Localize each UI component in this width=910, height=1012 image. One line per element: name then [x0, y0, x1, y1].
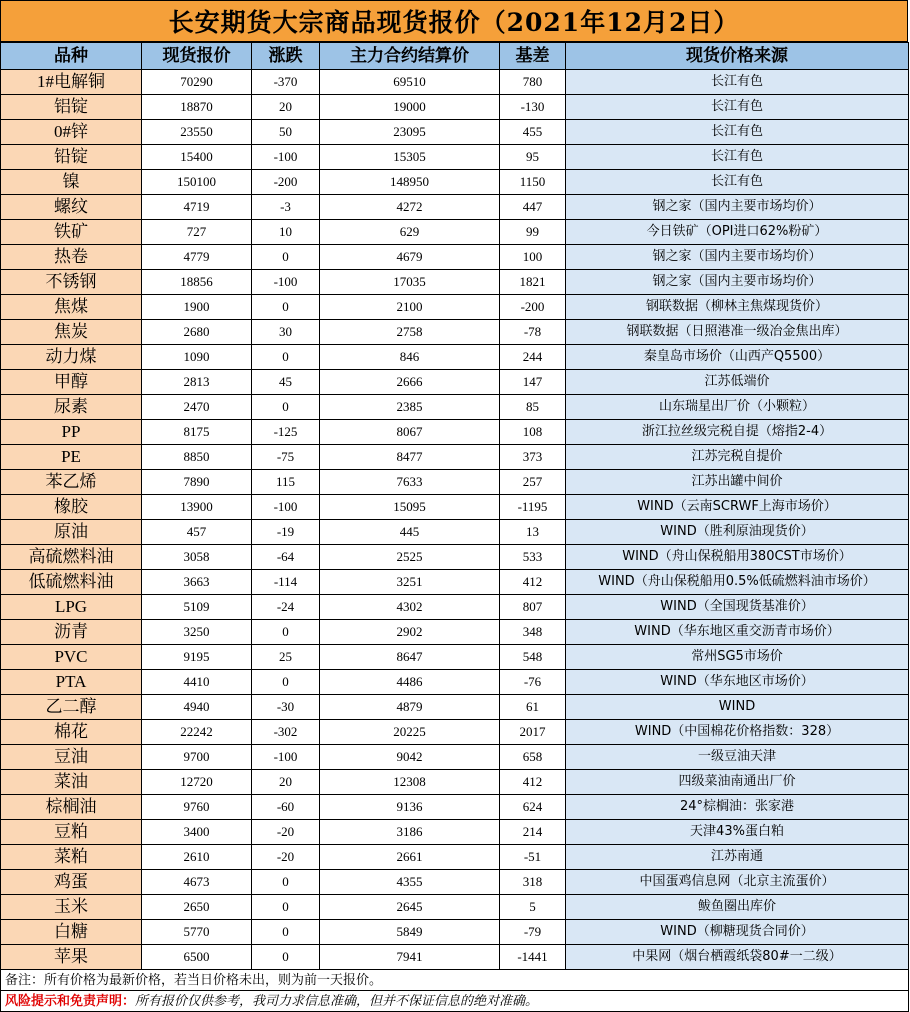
table-row [1, 220, 909, 245]
cell-settle: 15305 [320, 145, 500, 170]
cell-change: 0 [252, 395, 320, 420]
cell-settle: 17035 [320, 270, 500, 295]
cell-settle: 4355 [320, 870, 500, 895]
cell-change: 0 [252, 245, 320, 270]
cell-spot: 3663 [142, 570, 252, 595]
cell-change: -200 [252, 170, 320, 195]
cell-source: 江苏完税自提价 [566, 445, 909, 470]
cell-name: 不锈钢 [1, 270, 142, 295]
cell-spot: 3400 [142, 820, 252, 845]
cell-name: 0#锌 [1, 120, 142, 145]
cell-settle: 2100 [320, 295, 500, 320]
cell-spot: 5770 [142, 920, 252, 945]
cell-name: 苯乙烯 [1, 470, 142, 495]
cell-settle: 2525 [320, 545, 500, 570]
cell-source: 中果网（烟台栖霞纸袋80#一二级） [566, 945, 909, 970]
cell-basis: 108 [500, 420, 566, 445]
cell-source: 长江有色 [566, 70, 909, 95]
table-row [1, 645, 909, 670]
cell-spot: 9195 [142, 645, 252, 670]
cell-source: 24°棕榈油：张家港 [566, 795, 909, 820]
cell-spot: 2610 [142, 845, 252, 870]
cell-source: 钢联数据（日照港准一级冶金焦出库） [566, 320, 909, 345]
cell-spot: 18856 [142, 270, 252, 295]
table-row [1, 620, 909, 645]
table-row [1, 795, 909, 820]
cell-source: 常州SG5市场价 [566, 645, 909, 670]
table-row [1, 595, 909, 620]
cell-source: 钢之家（国内主要市场均价） [566, 195, 909, 220]
cell-spot: 4779 [142, 245, 252, 270]
cell-change: 0 [252, 345, 320, 370]
cell-settle: 8477 [320, 445, 500, 470]
cell-change: -302 [252, 720, 320, 745]
cell-name: 高硫燃料油 [1, 545, 142, 570]
cell-basis: -1195 [500, 495, 566, 520]
cell-settle: 3251 [320, 570, 500, 595]
cell-spot: 2680 [142, 320, 252, 345]
cell-name: PTA [1, 670, 142, 695]
cell-name: 1#电解铜 [1, 70, 142, 95]
cell-change: -20 [252, 845, 320, 870]
cell-source: 钢之家（国内主要市场均价） [566, 270, 909, 295]
table-row [1, 570, 909, 595]
cell-source: WIND（胜利原油现货价） [566, 520, 909, 545]
table-row [1, 395, 909, 420]
cell-name: 鸡蛋 [1, 870, 142, 895]
cell-basis: 214 [500, 820, 566, 845]
cell-source: 长江有色 [566, 145, 909, 170]
cell-spot: 12720 [142, 770, 252, 795]
cell-spot: 5109 [142, 595, 252, 620]
cell-name: 棕榈油 [1, 795, 142, 820]
table-row [1, 245, 909, 270]
cell-basis: 658 [500, 745, 566, 770]
cell-settle: 2902 [320, 620, 500, 645]
cell-basis: 548 [500, 645, 566, 670]
cell-basis: 624 [500, 795, 566, 820]
table-row [1, 920, 909, 945]
cell-settle: 3186 [320, 820, 500, 845]
cell-name: 甲醇 [1, 370, 142, 395]
table-row [1, 145, 909, 170]
cell-change: -19 [252, 520, 320, 545]
cell-name: 菜油 [1, 770, 142, 795]
cell-change: 0 [252, 620, 320, 645]
cell-name: 苹果 [1, 945, 142, 970]
cell-settle: 4272 [320, 195, 500, 220]
cell-settle: 9042 [320, 745, 500, 770]
sheet-title: 长安期货大宗商品现货报价（2021年12月2日） [0, 0, 908, 42]
price-table [0, 42, 909, 1012]
table-row [1, 820, 909, 845]
cell-name: 棉花 [1, 720, 142, 745]
cell-settle: 15095 [320, 495, 500, 520]
table-row [1, 720, 909, 745]
cell-settle: 4486 [320, 670, 500, 695]
cell-name: 豆油 [1, 745, 142, 770]
cell-source: WIND（云南SCRWF上海市场价） [566, 495, 909, 520]
cell-change: -64 [252, 545, 320, 570]
table-row [1, 745, 909, 770]
cell-basis: 447 [500, 195, 566, 220]
table-body [1, 70, 909, 970]
cell-basis: -130 [500, 95, 566, 120]
cell-name: 铁矿 [1, 220, 142, 245]
cell-source: WIND（柳糖现货合同价） [566, 920, 909, 945]
cell-name: 白糖 [1, 920, 142, 945]
cell-source: WIND（华东地区重交沥青市场价） [566, 620, 909, 645]
table-row [1, 170, 909, 195]
cell-change: -24 [252, 595, 320, 620]
cell-spot: 22242 [142, 720, 252, 745]
cell-basis: 533 [500, 545, 566, 570]
cell-basis: 318 [500, 870, 566, 895]
risk-text: 所有报价仅供参考，我司力求信息准确，但并不保证信息的绝对准确。 [135, 993, 539, 1008]
cell-settle: 69510 [320, 70, 500, 95]
cell-source: 长江有色 [566, 120, 909, 145]
cell-spot: 7890 [142, 470, 252, 495]
cell-settle: 4679 [320, 245, 500, 270]
cell-change: -100 [252, 145, 320, 170]
cell-source: WIND（全国现货基准价） [566, 595, 909, 620]
table-row [1, 120, 909, 145]
cell-settle: 629 [320, 220, 500, 245]
cell-source: WIND（华东地区市场价） [566, 670, 909, 695]
cell-change: 0 [252, 670, 320, 695]
cell-name: 豆粕 [1, 820, 142, 845]
header-row [1, 43, 909, 70]
cell-basis: 373 [500, 445, 566, 470]
cell-name: 螺纹 [1, 195, 142, 220]
cell-source: WIND [566, 695, 909, 720]
cell-settle: 19000 [320, 95, 500, 120]
table-row [1, 195, 909, 220]
cell-change: 20 [252, 770, 320, 795]
cell-settle: 8647 [320, 645, 500, 670]
cell-change: 25 [252, 645, 320, 670]
cell-change: 0 [252, 945, 320, 970]
cell-settle: 445 [320, 520, 500, 545]
cell-settle: 2645 [320, 895, 500, 920]
cell-basis: 95 [500, 145, 566, 170]
cell-settle: 23095 [320, 120, 500, 145]
cell-spot: 150100 [142, 170, 252, 195]
cell-basis: 147 [500, 370, 566, 395]
note-row [1, 970, 909, 991]
cell-spot: 727 [142, 220, 252, 245]
cell-change: 50 [252, 120, 320, 145]
cell-basis: -78 [500, 320, 566, 345]
cell-basis: 348 [500, 620, 566, 645]
table-row [1, 295, 909, 320]
cell-basis: 1150 [500, 170, 566, 195]
cell-change: 0 [252, 920, 320, 945]
cell-spot: 2813 [142, 370, 252, 395]
cell-name: 热卷 [1, 245, 142, 270]
header-spot: 现货报价 [142, 43, 252, 70]
cell-name: 铅锭 [1, 145, 142, 170]
cell-spot: 457 [142, 520, 252, 545]
cell-spot: 3250 [142, 620, 252, 645]
cell-basis: 100 [500, 245, 566, 270]
cell-name: 尿素 [1, 395, 142, 420]
cell-name: 玉米 [1, 895, 142, 920]
cell-source: WIND（舟山保税船用380CST市场价） [566, 545, 909, 570]
cell-name: PE [1, 445, 142, 470]
cell-change: -100 [252, 270, 320, 295]
cell-spot: 18870 [142, 95, 252, 120]
cell-basis: 412 [500, 570, 566, 595]
cell-spot: 9760 [142, 795, 252, 820]
cell-spot: 4940 [142, 695, 252, 720]
cell-spot: 1090 [142, 345, 252, 370]
cell-basis: 85 [500, 395, 566, 420]
cell-change: -100 [252, 745, 320, 770]
cell-change: 20 [252, 95, 320, 120]
table-row [1, 770, 909, 795]
cell-name: 乙二醇 [1, 695, 142, 720]
table-row [1, 520, 909, 545]
cell-source: WIND（舟山保税船用0.5%低硫燃料油市场价） [566, 570, 909, 595]
header-basis: 基差 [500, 43, 566, 70]
cell-settle: 5849 [320, 920, 500, 945]
cell-spot: 4410 [142, 670, 252, 695]
cell-spot: 4673 [142, 870, 252, 895]
cell-settle: 9136 [320, 795, 500, 820]
cell-settle: 8067 [320, 420, 500, 445]
cell-spot: 15400 [142, 145, 252, 170]
cell-settle: 2661 [320, 845, 500, 870]
cell-settle: 7941 [320, 945, 500, 970]
cell-name: 菜粕 [1, 845, 142, 870]
table-row [1, 470, 909, 495]
table-row [1, 895, 909, 920]
cell-name: 沥青 [1, 620, 142, 645]
header-name: 品种 [1, 43, 142, 70]
cell-name: 镍 [1, 170, 142, 195]
cell-change: 10 [252, 220, 320, 245]
cell-source: WIND（中国棉花价格指数：328） [566, 720, 909, 745]
cell-source: 钢之家（国内主要市场均价） [566, 245, 909, 270]
cell-change: -114 [252, 570, 320, 595]
cell-change: -60 [252, 795, 320, 820]
cell-settle: 2758 [320, 320, 500, 345]
cell-basis: 2017 [500, 720, 566, 745]
risk-cell [1, 991, 909, 1012]
cell-settle: 4302 [320, 595, 500, 620]
cell-name: 焦炭 [1, 320, 142, 345]
note-text: 备注：所有价格为最新价格，若当日价格未出，则为前一天报价。 [1, 970, 909, 991]
cell-change: -370 [252, 70, 320, 95]
table-row [1, 495, 909, 520]
cell-spot: 8175 [142, 420, 252, 445]
table-row [1, 345, 909, 370]
table-row [1, 320, 909, 345]
cell-spot: 8850 [142, 445, 252, 470]
table-row [1, 545, 909, 570]
cell-source: 钢联数据（柳林主焦煤现货价） [566, 295, 909, 320]
cell-name: 橡胶 [1, 495, 142, 520]
cell-source: 今日铁矿（OPI进口62%粉矿） [566, 220, 909, 245]
table-row [1, 445, 909, 470]
cell-basis: 5 [500, 895, 566, 920]
cell-spot: 2470 [142, 395, 252, 420]
cell-name: 动力煤 [1, 345, 142, 370]
table-row [1, 270, 909, 295]
cell-source: 江苏南通 [566, 845, 909, 870]
cell-basis: 455 [500, 120, 566, 145]
cell-source: 鲅鱼圈出库价 [566, 895, 909, 920]
table-row [1, 945, 909, 970]
cell-settle: 148950 [320, 170, 500, 195]
cell-name: 铝锭 [1, 95, 142, 120]
cell-source: 一级豆油天津 [566, 745, 909, 770]
header-change: 涨跌 [252, 43, 320, 70]
cell-spot: 9700 [142, 745, 252, 770]
cell-source: 浙江拉丝级完税自提（熔指2-4） [566, 420, 909, 445]
cell-basis: -76 [500, 670, 566, 695]
cell-spot: 70290 [142, 70, 252, 95]
table-row [1, 370, 909, 395]
risk-row [1, 991, 909, 1012]
table-row [1, 95, 909, 120]
cell-spot: 3058 [142, 545, 252, 570]
cell-change: 0 [252, 895, 320, 920]
cell-basis: 257 [500, 470, 566, 495]
cell-spot: 13900 [142, 495, 252, 520]
risk-label: 风险提示和免责声明： [5, 993, 136, 1008]
cell-change: -3 [252, 195, 320, 220]
cell-spot: 1900 [142, 295, 252, 320]
cell-change: -30 [252, 695, 320, 720]
header-settle: 主力合约结算价 [320, 43, 500, 70]
cell-basis: 61 [500, 695, 566, 720]
cell-name: 原油 [1, 520, 142, 545]
cell-spot: 23550 [142, 120, 252, 145]
cell-change: 115 [252, 470, 320, 495]
cell-name: 低硫燃料油 [1, 570, 142, 595]
cell-basis: 99 [500, 220, 566, 245]
cell-change: 30 [252, 320, 320, 345]
cell-settle: 4879 [320, 695, 500, 720]
cell-source: 江苏出罐中间价 [566, 470, 909, 495]
cell-source: 江苏低端价 [566, 370, 909, 395]
table-row [1, 695, 909, 720]
cell-name: LPG [1, 595, 142, 620]
cell-change: -20 [252, 820, 320, 845]
cell-source: 长江有色 [566, 170, 909, 195]
cell-source: 山东瑞星出厂价（小颗粒） [566, 395, 909, 420]
cell-spot: 2650 [142, 895, 252, 920]
cell-change: 0 [252, 870, 320, 895]
cell-basis: 244 [500, 345, 566, 370]
cell-settle: 2385 [320, 395, 500, 420]
table-row [1, 870, 909, 895]
header-source: 现货价格来源 [566, 43, 909, 70]
cell-name: PP [1, 420, 142, 445]
cell-name: 焦煤 [1, 295, 142, 320]
cell-settle: 7633 [320, 470, 500, 495]
cell-basis: 780 [500, 70, 566, 95]
table-row [1, 670, 909, 695]
cell-change: -125 [252, 420, 320, 445]
cell-change: -75 [252, 445, 320, 470]
cell-basis: 807 [500, 595, 566, 620]
cell-basis: -51 [500, 845, 566, 870]
cell-source: 四级菜油南通出厂价 [566, 770, 909, 795]
cell-change: -100 [252, 495, 320, 520]
cell-change: 45 [252, 370, 320, 395]
cell-source: 长江有色 [566, 95, 909, 120]
cell-basis: 412 [500, 770, 566, 795]
table-row [1, 845, 909, 870]
cell-name: PVC [1, 645, 142, 670]
cell-basis: -1441 [500, 945, 566, 970]
cell-source: 秦皇岛市场价（山西产Q5500） [566, 345, 909, 370]
cell-spot: 4719 [142, 195, 252, 220]
cell-source: 天津43%蛋白粕 [566, 820, 909, 845]
table-row [1, 70, 909, 95]
cell-settle: 2666 [320, 370, 500, 395]
cell-settle: 20225 [320, 720, 500, 745]
cell-change: 0 [252, 295, 320, 320]
cell-basis: 1821 [500, 270, 566, 295]
cell-settle: 12308 [320, 770, 500, 795]
cell-source: 中国蛋鸡信息网（北京主流蛋价） [566, 870, 909, 895]
cell-spot: 6500 [142, 945, 252, 970]
cell-basis: -200 [500, 295, 566, 320]
table-row [1, 420, 909, 445]
cell-settle: 846 [320, 345, 500, 370]
cell-basis: -79 [500, 920, 566, 945]
cell-basis: 13 [500, 520, 566, 545]
